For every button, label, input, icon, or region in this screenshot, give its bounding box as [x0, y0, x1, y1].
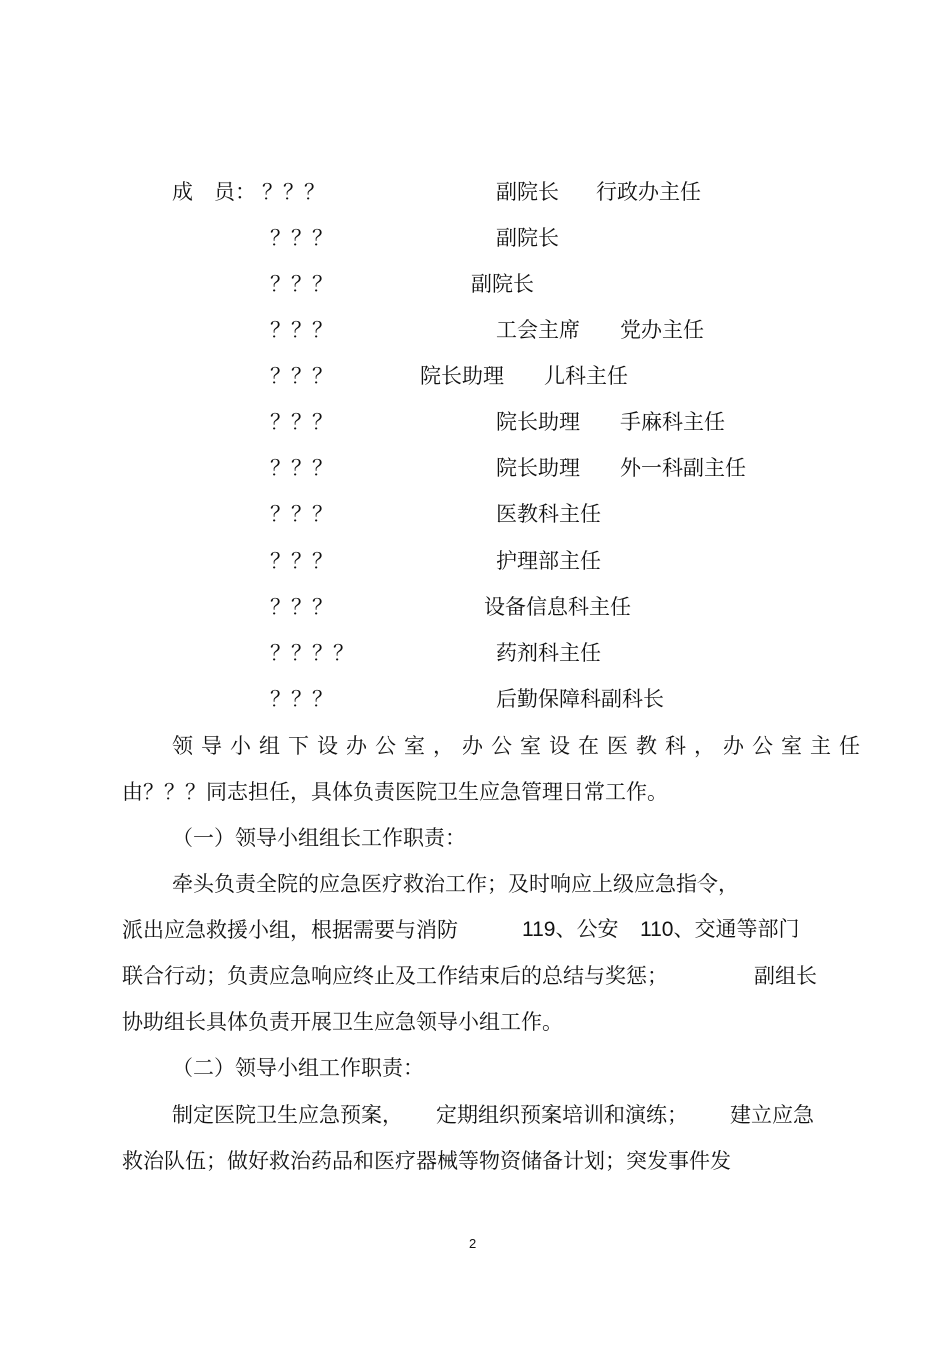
member-title: 副院长 [496, 180, 559, 204]
section-paragraph-line: 牵头负责全院的应急医疗救治工作；及时响应上级应急指令， [172, 872, 739, 896]
section-paragraph-fragment: 119、公安 [522, 918, 619, 941]
member-name: ？？？ [270, 502, 333, 526]
member-title: 药剂科主任 [496, 641, 601, 665]
office-paragraph-line: 由？？？同志担任，具体负责医院卫生应急管理日常工作。 [122, 780, 668, 804]
section-paragraph-line: 联合行动；负责应急响应终止及工作结束后的总结与奖惩； [122, 964, 668, 988]
member-title: 后勤保障科副科长 [496, 687, 664, 711]
members-label: 成 员： [172, 180, 256, 204]
member-title: 工会主席 [496, 318, 580, 342]
section-paragraph-fragment: 110、交通等部门 [640, 918, 800, 941]
member-name: ？？？ [270, 549, 333, 573]
member-role: 行政办主任 [596, 180, 701, 204]
section-paragraph-fragment: 制定医院卫生应急预案， [172, 1103, 403, 1127]
member-title: 设备信息科主任 [484, 595, 631, 619]
section-paragraph-fragment: 副组长 [754, 964, 817, 988]
member-name: ？？？ [270, 410, 333, 434]
section-heading: （二）领导小组工作职责： [172, 1056, 424, 1080]
member-title: 副院长 [471, 272, 534, 296]
member-name: ？？？ [270, 456, 333, 480]
member-title: 护理部主任 [496, 549, 601, 573]
member-role: 外一科副主任 [620, 456, 746, 480]
page-number: 2 [469, 1236, 477, 1251]
section-paragraph-line: 协助组长具体负责开展卫生应急领导小组工作。 [122, 1010, 563, 1034]
member-name: ？？？ [270, 272, 333, 296]
member-role: 儿科主任 [544, 364, 628, 388]
member-role: 手麻科主任 [620, 410, 725, 434]
section-paragraph-fragment: 建立应急 [730, 1103, 814, 1127]
member-name: ？？？ [270, 595, 333, 619]
member-name: ？？？ [270, 318, 333, 342]
member-name: ？？？ [270, 687, 333, 711]
member-title: 副院长 [496, 226, 559, 250]
member-title: 院长助理 [496, 456, 580, 480]
office-paragraph-line: 领导小组下设办公室，办公室设在医教科，办公室主任 [172, 734, 868, 758]
section-heading: （一）领导小组组长工作职责： [172, 826, 466, 850]
section-paragraph-fragment: 定期组织预案培训和演练； [436, 1103, 688, 1127]
section-paragraph-line: 派出应急救援小组，根据需要与消防 [122, 918, 458, 942]
member-name: ？？？？ [270, 641, 354, 665]
member-title: 医教科主任 [496, 502, 601, 526]
member-title: 院长助理 [420, 364, 504, 388]
member-name: ？？？ [270, 364, 333, 388]
section-paragraph-line: 救治队伍；做好救治药品和医疗器械等物资储备计划；突发事件发 [122, 1149, 731, 1173]
member-name: ？？？ [262, 180, 325, 204]
member-name: ？？？ [270, 226, 333, 250]
member-role: 党办主任 [620, 318, 704, 342]
member-title: 院长助理 [496, 410, 580, 434]
